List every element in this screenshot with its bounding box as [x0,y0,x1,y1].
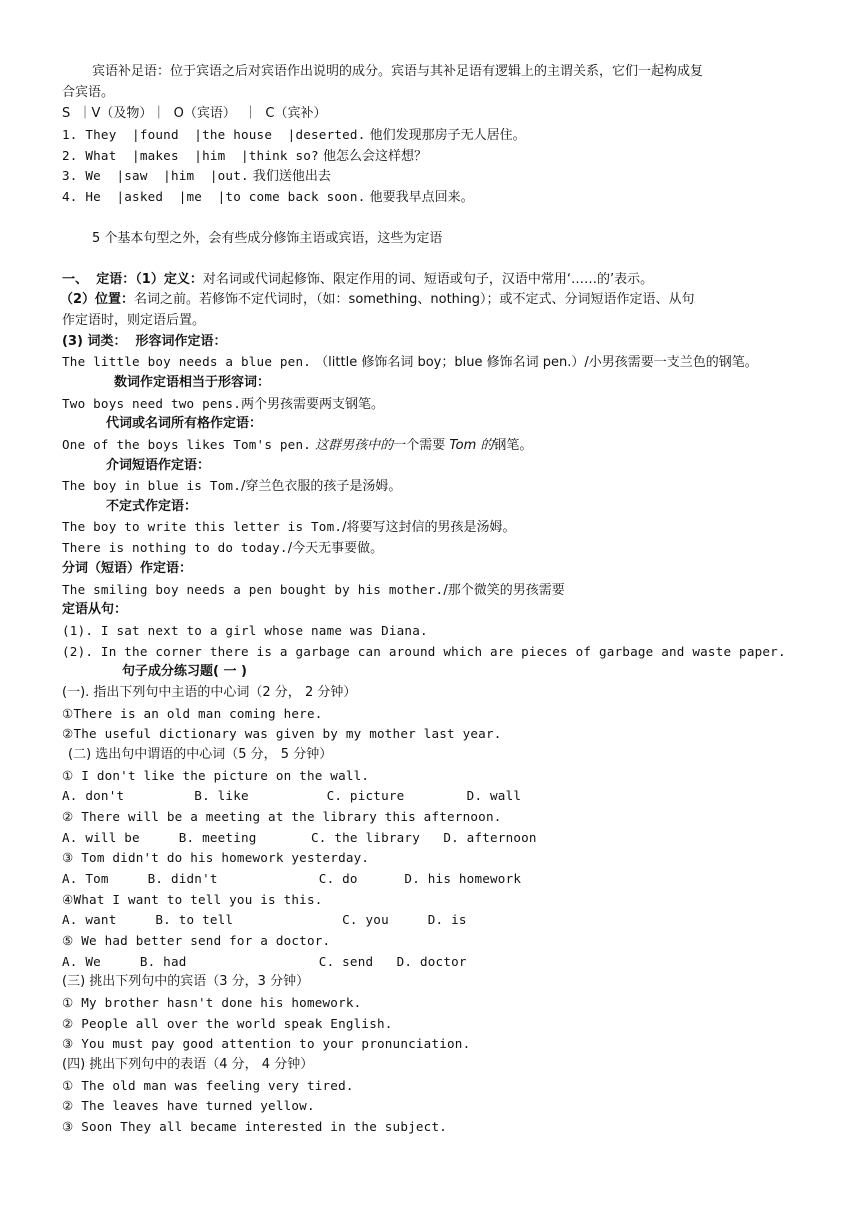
adj-example-cn: （little 修饰名词 boy；blue 修饰名词 pen.）/小男孩需要一支兰色的钢笔。 [315,355,758,370]
example-4 [62,187,474,209]
prep-example-en: The boy in blue is Tom. [62,478,241,493]
position-label: （2）位置： [60,292,135,307]
example-1 [62,125,526,147]
pronoun-example-cn-italic-2: Tom 的 [449,438,494,453]
pronoun-label: 代词或名词所有格作定语： [106,416,263,431]
numeral-example [62,394,384,416]
q3-item-2: ② People all over the world speak English. [62,1016,393,1031]
infinitive-example-2 [62,538,383,560]
example-3 [62,166,331,188]
q4-item-3: ③ Soon They all became interested in the subject. [62,1119,448,1134]
pronoun-example [62,435,532,457]
exercise-title: 句子成分练习题( 一 ) [122,664,247,679]
q1-item-1: ①There is an old man coming here. [62,706,323,721]
example-3-cn: 我们送他出去 [252,169,331,184]
intro-paragraph: 宾语补足语：位于宾语之后对宾语作出说明的成分。宾语与其补足语有逻辑上的主谓关系，它们一起构成复 [92,64,704,79]
pronoun-example-cn: 一个需要 [393,438,450,453]
q2-item-4-options: A. want B. to tell C. you D. is [62,912,467,927]
q4-item-1: ① The old man was feeling very tired. [62,1078,354,1093]
section-number: 一、 [62,272,89,287]
prep-label: 介词短语作定语： [106,458,211,473]
infinitive-label: 不定式作定语： [106,499,198,514]
infinitive-example-1-en: The boy to write this letter is Tom. [62,519,343,534]
infinitive-example-1 [62,517,516,539]
q3-item-1: ① My brother hasn't done his homework. [62,995,362,1010]
prep-example [62,476,401,498]
pronoun-example-cn-end: 钢笔。 [493,438,533,453]
participle-example [62,580,565,602]
infinitive-example-1-cn: /将要写这封信的男孩是汤姆。 [342,520,516,535]
q1-item-2: ②The useful dictionary was given by my mother last year. [62,726,502,741]
pronoun-example-en: One of the boys likes Tom's pen. [62,437,312,452]
clause-example-1: (1). I sat next to a girl whose name was Diana. [62,623,428,638]
pattern-header: S ｜V（及物）｜ O（宾语） ｜ C（宾补） [62,106,327,121]
adj-example [62,352,758,374]
numeral-label: 数词作定语相当于形容词： [114,375,271,390]
participle-label: 分词（短语）作定语： [62,561,193,576]
q2-item-4: ④What I want to tell you is this. [62,892,323,907]
numeral-example-en: Two boys need two pens. [62,396,241,411]
word-class-label: (3) 词类： 形容词作定语： [62,334,227,349]
position-line [60,290,695,311]
q4-item-2: ② The leaves have turned yellow. [62,1098,315,1113]
numeral-example-cn: 两个男孩需要两支钢笔。 [241,397,385,412]
example-2-cn: 他怎么会这样想？ [322,149,427,164]
definition-line [62,270,653,291]
definition-label: 定语：（1）定义： [96,272,203,287]
q2-item-3: ③ Tom didn't do his homework yesterday. [62,850,370,865]
example-1-en: 1. They |found |the house |deserted. [62,127,366,142]
q2-item-5: ⑤ We had better send for a doctor. [62,933,331,948]
example-2 [62,146,427,168]
infinitive-example-2-cn: /今天无事要做。 [287,541,384,556]
q4-heading: (四) 挑出下列句中的表语（4 分， 4 分钟） [62,1057,314,1072]
prep-example-cn: /穿兰色衣服的孩子是汤姆。 [241,479,402,494]
q3-item-3: ③ You must pay good attention to your pronunciation. [62,1036,471,1051]
q2-item-3-options: A. Tom B. didn't C. do D. his homework [62,871,522,886]
adj-example-en: The little boy needs a blue pen. [62,354,312,369]
q2-item-2-options: A. will be B. meeting C. the library D. afternoon [62,830,537,845]
pronoun-example-cn-italic: 这群男孩中的 [315,438,394,453]
infinitive-example-2-en: There is nothing to do today. [62,540,288,555]
note-line: 5 个基本句型之外，会有些成分修饰主语或宾语，这些为定语 [92,231,443,246]
example-1-cn: 他们发现那房子无人居住。 [369,128,526,143]
example-4-en: 4. He |asked |me |to come back soon. [62,189,366,204]
clause-example-2: (2). In the corner there is a garbage can around which are pieces of garbage and waste paper. [62,644,786,659]
definition-text: 对名词或代词起修饰、限定作用的词、短语或句子，汉语中常用‘……的’表示。 [202,272,654,287]
participle-example-en: The smiling boy needs a pen bought by his mother. [62,582,444,597]
position-text-cont: 作定语时，则定语后置。 [62,313,206,328]
q2-item-1-options: A. don't B. like C. picture D. wall [62,788,522,803]
q2-item-5-options: A. We B. had C. send D. doctor [62,954,467,969]
position-text: 名词之前。若修饰不定代词时，（如：something、nothing）；或不定式、分词短语作定语、从句 [134,292,695,307]
q2-item-1: ① I don't like the picture on the wall. [62,768,370,783]
q1-heading: (一). 指出下列句中主语的中心词（2 分， 2 分钟） [62,685,357,700]
participle-example-cn: /那个微笑的男孩需要 [443,583,565,598]
intro-paragraph-cont: 合宾语。 [62,85,115,100]
example-2-en: 2. What |makes |him |think so? [62,148,319,163]
example-3-en: 3. We |saw |him |out. [62,168,249,183]
q3-heading: (三) 挑出下列句中的宾语（3 分，3 分钟） [62,974,310,989]
clause-label: 定语从句： [62,602,128,617]
q2-item-2: ② There will be a meeting at the library this afternoon. [62,809,502,824]
example-4-cn: 他要我早点回来。 [369,190,474,205]
q2-heading: (二) 选出句中谓语的中心词（5 分， 5 分钟） [68,747,333,762]
